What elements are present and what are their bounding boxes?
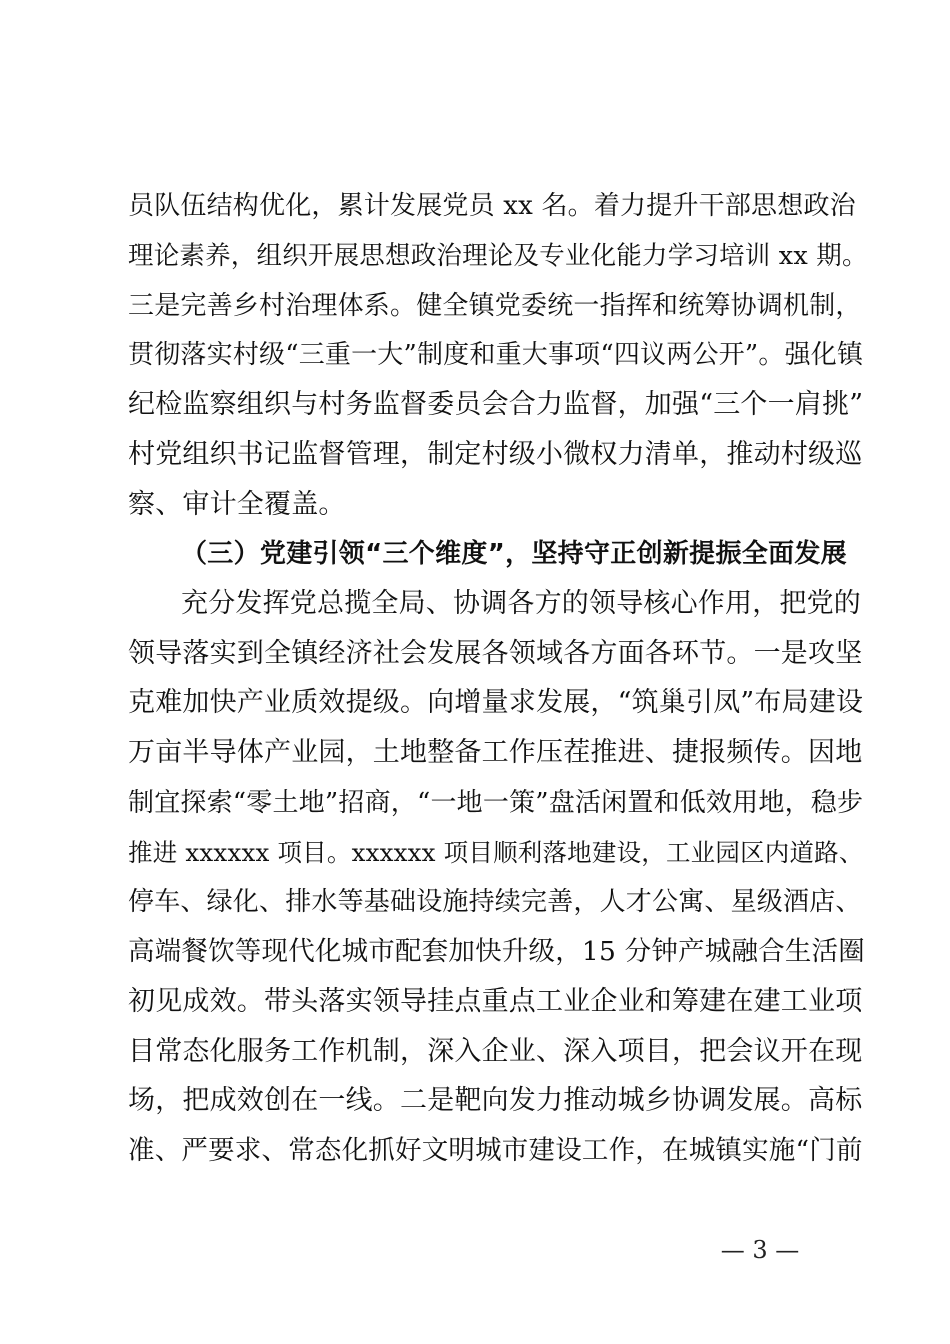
body-text-line: 察、审计全覆盖。	[128, 489, 346, 520]
body-text-line: 领导落实到全镇经济社会发展各领域各方面各环节。一是攻坚	[128, 638, 863, 669]
page-number: — 3 —	[720, 1236, 800, 1264]
paragraph-first-line: 充分发挥党总揽全局、协调各方的领导核心作用，把党的	[181, 588, 861, 619]
body-text-line: 停车、绿化、排水等基础设施持续完善，人才公寓、星级酒店、	[128, 887, 862, 917]
body-text-line: 制宜探索“零土地”招商，“一地一策”盘活闲置和低效用地，稳步	[128, 788, 864, 818]
body-text-line: 员队伍结构优化，累计发展党员 xx 名。着力提升干部思想政治	[128, 191, 856, 221]
body-text-line: 准、严要求、常态化抓好文明城市建设工作，在城镇实施“门前	[128, 1135, 863, 1166]
body-text-line: 纪检监察组织与村务监督委员会合力监督，加强“三个一肩挑”	[128, 389, 864, 420]
section-heading: （三）党建引领“三个维度”，坚持守正创新提振全面发展	[181, 539, 847, 569]
body-text-line: 万亩半导体产业园，土地整备工作压茬推进、捷报频传。因地	[128, 737, 863, 768]
body-text-line: 理论素养，组织开展思想政治理论及专业化能力学习培训 xx 期。	[128, 241, 868, 271]
body-text-line: 高端餐饮等现代化城市配套加快升级，15 分钟产城融合生活圈	[128, 936, 865, 967]
body-text-line: 三是完善乡村治理体系。健全镇党委统一指挥和统筹协调机制，	[128, 291, 862, 321]
body-text-line: 贯彻落实村级“三重一大”制度和重大事项“四议两公开”。强化镇	[128, 340, 864, 370]
body-text-line: 目常态化服务工作机制，深入企业、深入项目，把会议开在现	[128, 1036, 863, 1067]
body-text-line: 场，把成效创在一线。二是靶向发力推动城乡协调发展。高标	[128, 1085, 863, 1116]
body-text-line: 村党组织书记监督管理，制定村级小微权力清单，推动村级巡	[128, 439, 863, 470]
body-text-line: 推进 xxxxxx 项目。xxxxxx 项目顺利落地建设，工业园区内道路、	[128, 838, 864, 867]
body-text-line: 初见成效。带头落实领导挂点重点工业企业和筹建在建工业项	[128, 986, 863, 1017]
body-text-line: 克难加快产业质效提级。向增量求发展，“筑巢引凤”布局建设	[128, 687, 864, 718]
